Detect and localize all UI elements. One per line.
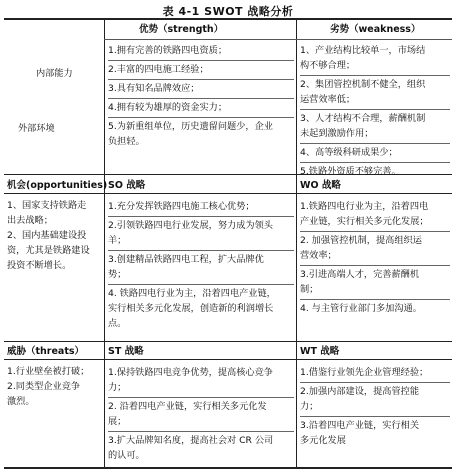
list-item-line: 1.保持铁路四电竞争优势，提高核心竞争	[108, 367, 273, 378]
st-list	[108, 364, 294, 465]
list-item-line: 势；	[108, 269, 127, 280]
list-item-line: 5.铁路外资质不够完善。	[300, 166, 401, 177]
row-rule-4	[4, 359, 452, 360]
list-item-line: 的认可。	[108, 450, 145, 461]
list-item-line: 营效率；	[300, 250, 337, 261]
text-line: 出去战略；	[7, 215, 53, 226]
list-item-line: 运营效率低；	[300, 94, 356, 105]
table-top-rule	[4, 18, 452, 20]
list-item	[300, 76, 450, 110]
list-item-line: 1.借鉴行业领先企业管理经验；	[300, 367, 429, 378]
so-list	[108, 198, 294, 333]
list-item-line: 负担轻。	[108, 136, 145, 147]
wt-label: WT 战略	[300, 346, 340, 357]
list-item	[108, 432, 294, 465]
list-item-line: 2. 加强管控机制，提高组织运	[300, 235, 422, 246]
st-label: ST 战略	[108, 346, 144, 357]
list-item	[300, 266, 450, 300]
list-item-line: 点。	[108, 318, 127, 329]
col-rule-2	[296, 18, 297, 469]
text-line: 1、国家支持铁路走	[7, 200, 87, 211]
text-line: 1.行业壁垒被打破；	[7, 366, 90, 377]
strength-header: 优势（strength）	[139, 24, 224, 35]
list-item-line: 4、高等级科研成果少；	[300, 147, 398, 158]
list-item	[300, 300, 450, 318]
col-rule-1	[104, 18, 105, 469]
list-item-line: 产业链，实行相关多元化发展；	[300, 216, 429, 227]
wt-list	[300, 364, 450, 450]
list-item	[108, 251, 294, 285]
text-line: 激烈。	[7, 396, 35, 407]
row-rule-3	[4, 341, 452, 342]
internal-label: 内部能力	[36, 68, 73, 79]
row-rule-2	[4, 193, 452, 194]
list-item-line: 羊；	[108, 235, 127, 246]
list-item-line: 1、产业结构比较单一，市场结	[300, 45, 426, 56]
header-underline	[104, 39, 452, 40]
list-item	[108, 80, 294, 99]
list-item-line: 4. 与主管行业部门多加沟通。	[300, 303, 422, 314]
list-item-line: 未起到激励作用；	[300, 128, 374, 139]
list-item-line: 1.拥有完善的铁路四电资质；	[108, 45, 228, 56]
list-item-line: 3、人才结构不合理，薪酬机制	[300, 113, 426, 124]
opportunities-list	[7, 198, 101, 273]
external-label: 外部环境	[18, 123, 55, 134]
list-item	[108, 398, 294, 432]
list-item-line: 力；	[108, 382, 127, 393]
list-item	[108, 285, 294, 333]
threats-label: 威胁（threats）	[7, 346, 85, 357]
list-item	[300, 417, 450, 450]
text-line: 资，尤其是铁路建设	[7, 245, 90, 256]
so-label: SO 战略	[108, 180, 146, 191]
weakness-header: 劣势（weakness）	[330, 24, 421, 35]
list-item-line: 2. 沿着四电产业链，实行相关多元化发	[108, 401, 267, 412]
list-item-line: 制；	[300, 284, 319, 295]
list-item-line: 3.具有知名品牌效应；	[108, 83, 200, 94]
list-item	[300, 198, 450, 232]
list-item-line: 构不够合理；	[300, 60, 356, 71]
list-item-line: 3.创建精品铁路四电工程，扩大品牌优	[108, 254, 264, 265]
text-line: 2、国内基础建设投	[7, 230, 87, 241]
list-item-line: 2.引领铁路四电行业发展，努力成为领头	[108, 220, 273, 231]
list-item-line: 1.充分发挥铁路四电施工核心优势；	[108, 201, 255, 212]
list-item-line: 5.为新重组单位，历史遗留问题少，企业	[108, 121, 273, 132]
list-item-line: 3.沿着四电产业链，实行相关	[300, 420, 420, 431]
wo-list	[300, 198, 450, 318]
list-item	[300, 383, 450, 417]
list-item-line: 3.引进高端人才，完善薪酬机	[300, 269, 420, 280]
list-item-line: 1.铁路四电行业为主，沿着四电	[300, 201, 429, 212]
list-item	[108, 99, 294, 118]
list-item-line: 4.拥有较为雄厚的资金实力；	[108, 102, 228, 113]
list-item-line: 3.扩大品牌知名度，提高社会对 CR 公司	[108, 435, 274, 446]
list-item	[300, 110, 450, 144]
list-item-line: 多元化发展	[300, 435, 346, 446]
list-item	[108, 118, 294, 151]
table-bottom-rule	[4, 467, 452, 469]
list-item	[108, 61, 294, 80]
list-item	[300, 232, 450, 266]
opportunities-label: 机会(opportunities)	[7, 180, 108, 191]
list-item-line: 力；	[300, 401, 319, 412]
list-item	[108, 198, 294, 217]
list-item	[108, 42, 294, 61]
list-item-line: 实行相关多元化发展，创造新的利润增长	[108, 303, 274, 314]
list-item	[108, 364, 294, 398]
text-line: 2.同类型企业竞争	[7, 381, 81, 392]
threats-list	[7, 364, 101, 409]
wo-label: WO 战略	[300, 180, 341, 191]
weakness-list	[300, 42, 450, 181]
list-item-line: 2.加强内部建设，提高管控能	[300, 386, 420, 397]
list-item-line: 2.丰富的四电施工经验；	[108, 64, 209, 75]
list-item	[300, 364, 450, 383]
list-item	[300, 42, 450, 76]
list-item-line: 2、集团管控机制不健全，组织	[300, 79, 426, 90]
strength-list	[108, 42, 294, 151]
list-item	[300, 144, 450, 163]
list-item-line: 展；	[108, 416, 127, 427]
table-title: 表 4-1 SWOT 战略分析	[162, 5, 294, 18]
list-item-line: 4. 铁路四电行业为主，沿着四电产业链，	[108, 288, 276, 299]
list-item	[108, 217, 294, 251]
text-line: 投资不断增长。	[7, 260, 72, 271]
